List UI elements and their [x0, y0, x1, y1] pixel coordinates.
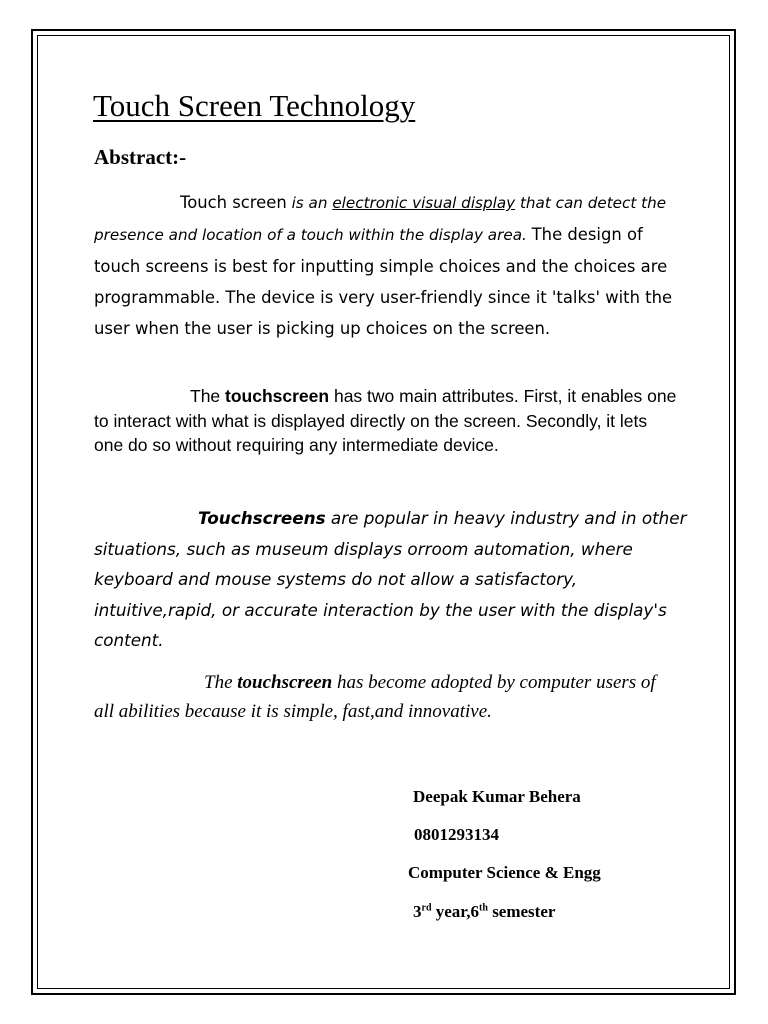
paragraph-adoption: The touchscreen has become adopted by computer users of all abilities because it is simple, fast,and innovative. [94, 672, 656, 722]
term-touchscreen: touchscreen [237, 672, 333, 693]
term-touchscreen: touchscreen [225, 386, 330, 406]
term-touch-screen: Touch screen [180, 193, 287, 212]
document-title: Touch Screen Technology [93, 88, 416, 123]
year-semester: 3rd year,6th semester [413, 902, 556, 921]
electronic-visual-display-link[interactable]: electronic visual display [332, 194, 516, 212]
abstract-heading: Abstract:- [94, 145, 187, 169]
paragraph-usage: Touchscreens are popular in heavy industry and in other situations, such as museum displays orroom automation, where keyboard and mouse systems do not allow a satisfactory, intuitive,rapid, or accurate interaction by the user with the display's content. [94, 508, 687, 650]
author-name: Deepak Kumar Behera [413, 787, 581, 806]
paragraph-definition: Touch screen is an electronic visual display that can detect the presence and location of a touch within the display area. The design of touch screens is best for inputting simple choices and the choices are programmable. The device is very user-friendly since it 'talks' with the user when the user is picking up choices on the screen. [94, 193, 673, 338]
department: Computer Science & Engg [408, 863, 601, 882]
paragraph-attributes: The touchscreen has two main attributes. First, it enables one to interact with what is displayed directly on the screen. Secondly, it lets one do so without requiring any intermediate device. [94, 386, 677, 455]
term-touchscreens: Touchscreens [198, 508, 326, 528]
roll-number: 0801293134 [414, 825, 499, 844]
